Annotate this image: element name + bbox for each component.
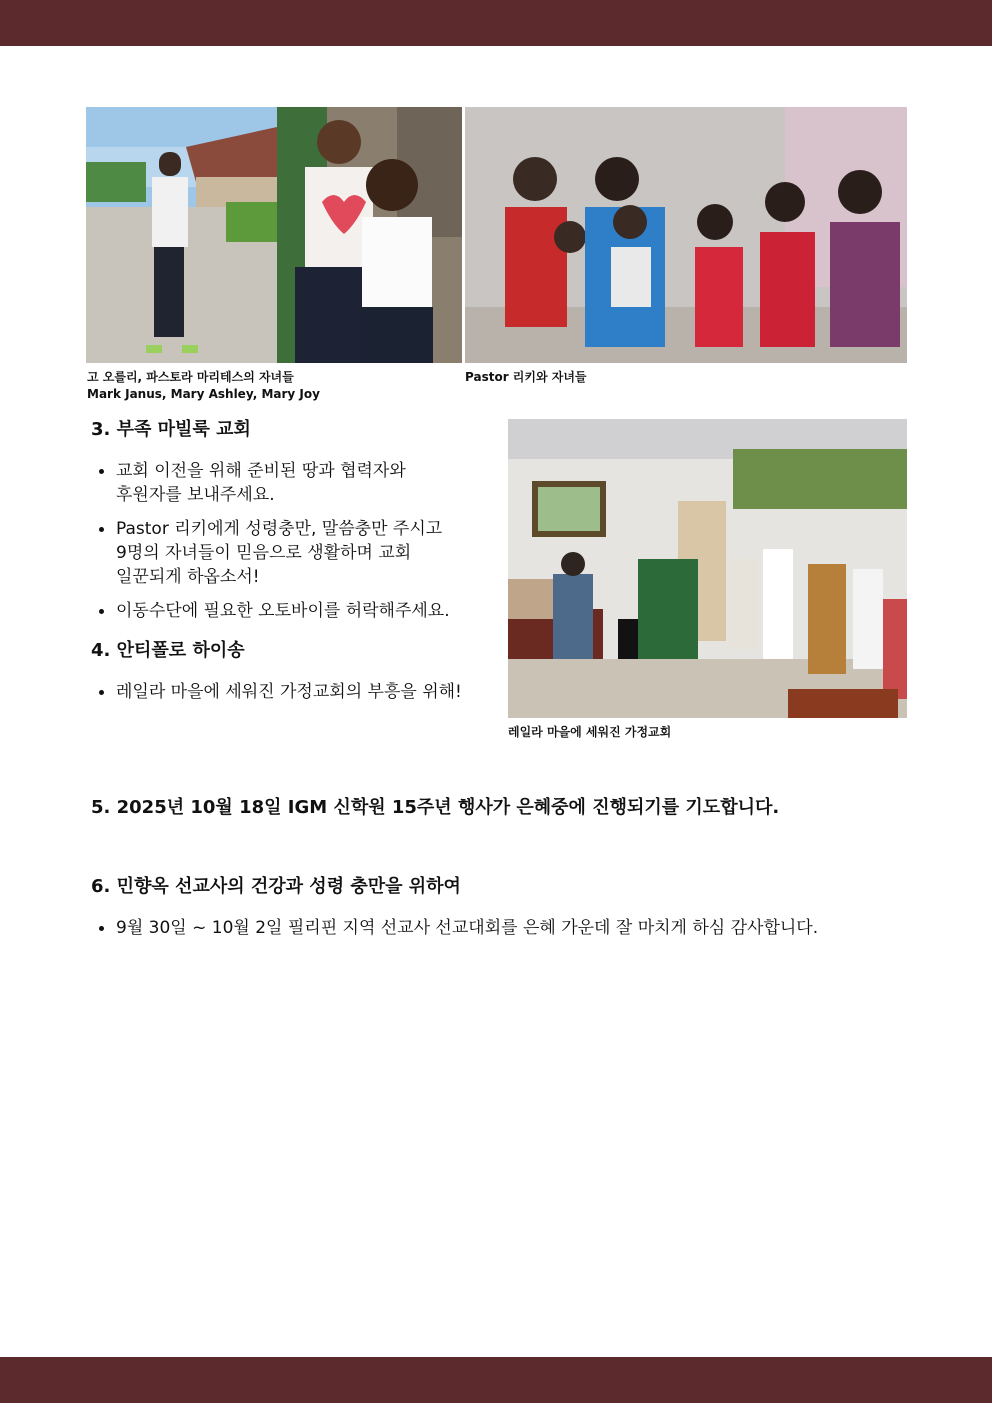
list-item-line: Pastor 리키에게 성령충만, 말씀충만 주시고 (116, 519, 443, 539)
photo-boy-road (86, 107, 277, 363)
section-6-heading: 6. 민향옥 선교사의 건강과 성령 충만을 위하여 (91, 876, 461, 897)
photo-two-girls (277, 107, 462, 363)
header-band (0, 0, 992, 46)
list-item-line: 9월 30일 ~ 10월 2일 필리핀 지역 선교사 선교대회를 은혜 가운데 잘 마치게 하심 감사합니다. (116, 918, 819, 938)
section-4-heading: 4. 안티폴로 하이송 (91, 640, 245, 661)
list-item (92, 916, 952, 940)
list-item (92, 599, 492, 623)
photo-caption-children (87, 369, 417, 403)
list-item-line: 교회 이전을 위해 준비된 땅과 협력자와 (116, 461, 406, 481)
photo-caption-pastor: Pastor 리키와 자녀들 (465, 370, 587, 384)
list-item-line: 9명의 자녀들이 믿음으로 생활하며 교회 (116, 543, 412, 563)
photo-caption-house-church: 레일라 마을에 세워진 가정교회 (508, 725, 672, 739)
photo-caption-children-line-1: 고 오를리, 파스토라 마리테스의 자녀들 (87, 370, 294, 384)
section-4-list (92, 680, 492, 704)
section-3-heading: 3. 부족 마빌룩 교회 (91, 419, 251, 440)
section-5-heading: 5. 2025년 10월 18일 IGM 신학원 15주년 행사가 은혜중에 진행되기를 기도합니다. (91, 797, 780, 818)
list-item-line: 후원자를 보내주세요. (116, 485, 275, 505)
list-item-line: 이동수단에 필요한 오토바이를 허락해주세요. (116, 601, 450, 621)
footer-band (0, 1357, 992, 1403)
photo-house-church (508, 419, 907, 718)
list-item-line: 일꾼되게 하옵소서! (116, 567, 260, 587)
section-3-list (92, 459, 492, 623)
photo-caption-children-line-2: Mark Janus, Mary Ashley, Mary Joy (87, 387, 320, 401)
section-6-list (92, 916, 952, 940)
list-item (92, 517, 492, 589)
list-item (92, 680, 492, 704)
photo-pastor-family (465, 107, 907, 363)
list-item (92, 459, 492, 507)
list-item-line: 레일라 마을에 세워진 가정교회의 부흥을 위해! (116, 682, 462, 702)
